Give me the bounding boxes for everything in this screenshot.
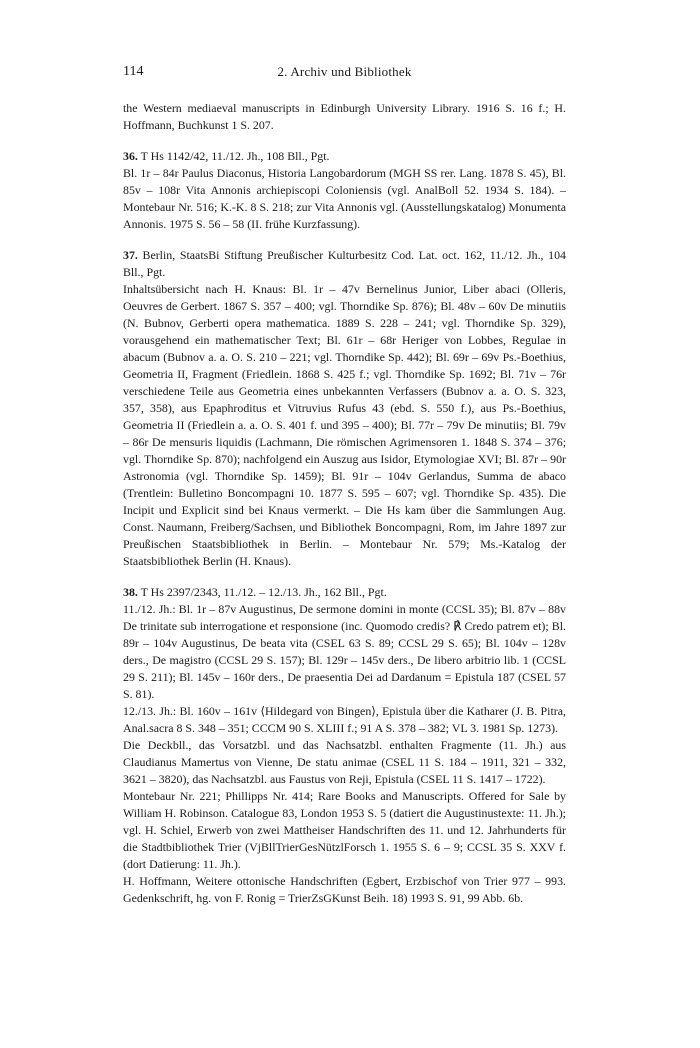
entry-paragraph: Die Deckbll., das Vorsatzbl. und das Nachsatzbl. enthalten Fragmente (11. Jh.) aus Claudianus Mamertus von Vienne, De statu animae (CSEL 11 S. 184 – 1911, 321 – 332, 3621 – 3820), das Nachsatzbl. aus Faustus von Reji, Epistula (CSEL 11 S. 1417 – 1722).: [123, 738, 566, 786]
entry-number: 38.: [123, 585, 138, 599]
entry-paragraph: Montebaur Nr. 221; Phillipps Nr. 414; Rare Books and Manuscripts. Offered for Sale by William H. Robinson. Catalogue 83, London 1953 S. 5 (datiert die Augustinustexte: 11. Jh.); vgl. H. Schiel, Erwerb von zwei Mattheiser Handschriften des 11. und 12. Jahrhunderts für die Stadtbibliothek Trier (VjBllTrierGesNützlForsch 1. 1955 S. 6 – 9; CCSL 35 S. XXV f. (dort Datierung: 11. Jh.).: [123, 789, 566, 871]
entry-paragraph: 11./12. Jh.: Bl. 1r – 87v Augustinus, De sermone domini in monte (CCSL 35); Bl. 87v – 88v De trinitate sub interrogatione et responsione (inc. Quomodo credis? ℟ Credo patrem et); Bl. 89r – 104v Augustinus, De beata vita (CSEL 63 S. 89; CCSL 29 S. 65); Bl. 104v – 128v ders., De magistro (CCSL 29 S. 157); Bl. 129r – 145v ders., De libero arbitrio lib. 1 (CCSL 29 S. 211); Bl. 145v – 160r ders., De praesentia Dei ad Dardanum = Epistula 187 (CSEL 57 S. 81).: [123, 602, 566, 701]
entry-shelfmark: T Hs 2397/2343, 11./12. – 12./13. Jh., 162 Bll., Pgt.: [140, 585, 387, 599]
entry-paragraph: 12./13. Jh.: Bl. 160v – 161v ⟨Hildegard von Bingen⟩, Epistula über die Katharer (J. B. Pitra, Anal.sacra 8 S. 348 – 351; CCCM 90 S. XLIII f.; 91 A S. 378 – 382; VL 3. 1981 Sp. 1273).: [123, 704, 566, 735]
entry-heading: [123, 247, 566, 281]
entry-paragraph: Inhaltsübersicht nach H. Knaus: Bl. 1r – 47v Bernelinus Junior, Liber abaci (Olleris, Oeuvres de Gerbert. 1867 S. 357 – 400; vgl. Thorndike Sp. 876); Bl. 48v – 60v De minutiis (N. Bubnov, Gerberti opera mathematica. 1889 S. 228 – 241; vgl. Thorndike Sp. 329), vorausgehend ein mathematischer Text; Bl. 61r – 68r Heriger von Lobbes, Regulae in abacum (Bubnov a. a. O. S. 210 – 221; vgl. Thorndike Sp. 442); Bl. 69r – 69v Ps.-Boethius, Geometria II, Fragment (Friedlein. 1868 S. 425 f.; vgl. Thorndike Sp. 1692; Bl. 71v – 76r verschiedene Teile aus Geometria eines unbekannten Verfassers (Bubnov a. a. O. S. 323, 357, 358), aus Epaphroditus et Vitruvius Rufus 43 (ebd. S. 550 f.), aus Ps.-Boethius, Geometria II (Friedlein a. a. O. S. 401 f. und 395 – 400); Bl. 77r – 79v De minutiis; Bl. 79v – 86r De mensuris liquidis (Lachmann, Die römischen Agrimensoren 1. 1848 S. 374 – 376; vgl. Thorndike Sp. 870); nachfolgend ein Auszug aus Isidor, Etymologiae XVI; Bl. 87r – 90r Astronomia (vgl. Thorndike Sp. 1459); Bl. 91r – 104v Gerlandus, Summa de abaco (Trentlein: Bulletino Boncompagni 10. 1877 S. 595 – 607; vgl. Thorndike Sp. 435). Die Incipit und Explicit sind bei Knaus vermerkt. – Die Hs kam über die Sammlungen Aug. Const. Naumann, Freiberg/Sachsen, und Bibliothek Boncompagni, Rom, im Jahre 1897 zur Preußischen Staatsbibliothek in Berlin. – Montebaur Nr. 579; Ms.-Katalog der Staatsbibliothek Berlin (H. Knaus).: [123, 282, 566, 568]
entry-38: [123, 584, 566, 907]
entry-number: 36.: [123, 149, 138, 163]
page-number: 114: [123, 64, 144, 79]
entry-shelfmark: Berlin, StaatsBi Stiftung Preußischer Kulturbesitz Cod. Lat. oct. 162, 11./12. Jh., 104 Bll., Pgt.: [123, 248, 566, 279]
entry-37: [123, 247, 566, 570]
page-body: [123, 100, 566, 907]
running-title: 2. Archiv und Bibliothek: [277, 64, 412, 79]
entry-36: [123, 148, 566, 233]
entry-heading: [123, 148, 566, 165]
entry-paragraph: Bl. 1r – 84r Paulus Diaconus, Historia Langobardorum (MGH SS rer. Lang. 1878 S. 45), Bl. 85v – 108r Vita Annonis archiepiscopi Coloniensis (vgl. AnalBoll 52. 1934 S. 184). – Montebaur Nr. 516; K.-K. 8 S. 218; zur Vita Annonis vgl. (Ausstellungskatalog) Monumenta Annonis. 1975 S. 56 – 58 (II. frühe Kurzfassung).: [123, 166, 566, 231]
entry-shelfmark: T Hs 1142/42, 11./12. Jh., 108 Bll., Pgt.: [140, 149, 330, 163]
entry-continuation: [123, 100, 566, 134]
entry-paragraph: the Western mediaeval manuscripts in Edinburgh University Library. 1916 S. 16 f.; H. Hoffmann, Buchkunst 1 S. 207.: [123, 101, 566, 132]
entry-number: 37.: [123, 248, 138, 262]
entry-paragraph: H. Hoffmann, Weitere ottonische Handschriften (Egbert, Erzbischof von Trier 977 – 993. Gedenkschrift, hg. von F. Ronig = TrierZsGKunst Beih. 18) 1993 S. 91, 99 Abb. 6b.: [123, 874, 566, 905]
entry-heading: [123, 584, 566, 601]
running-head: [123, 64, 566, 86]
